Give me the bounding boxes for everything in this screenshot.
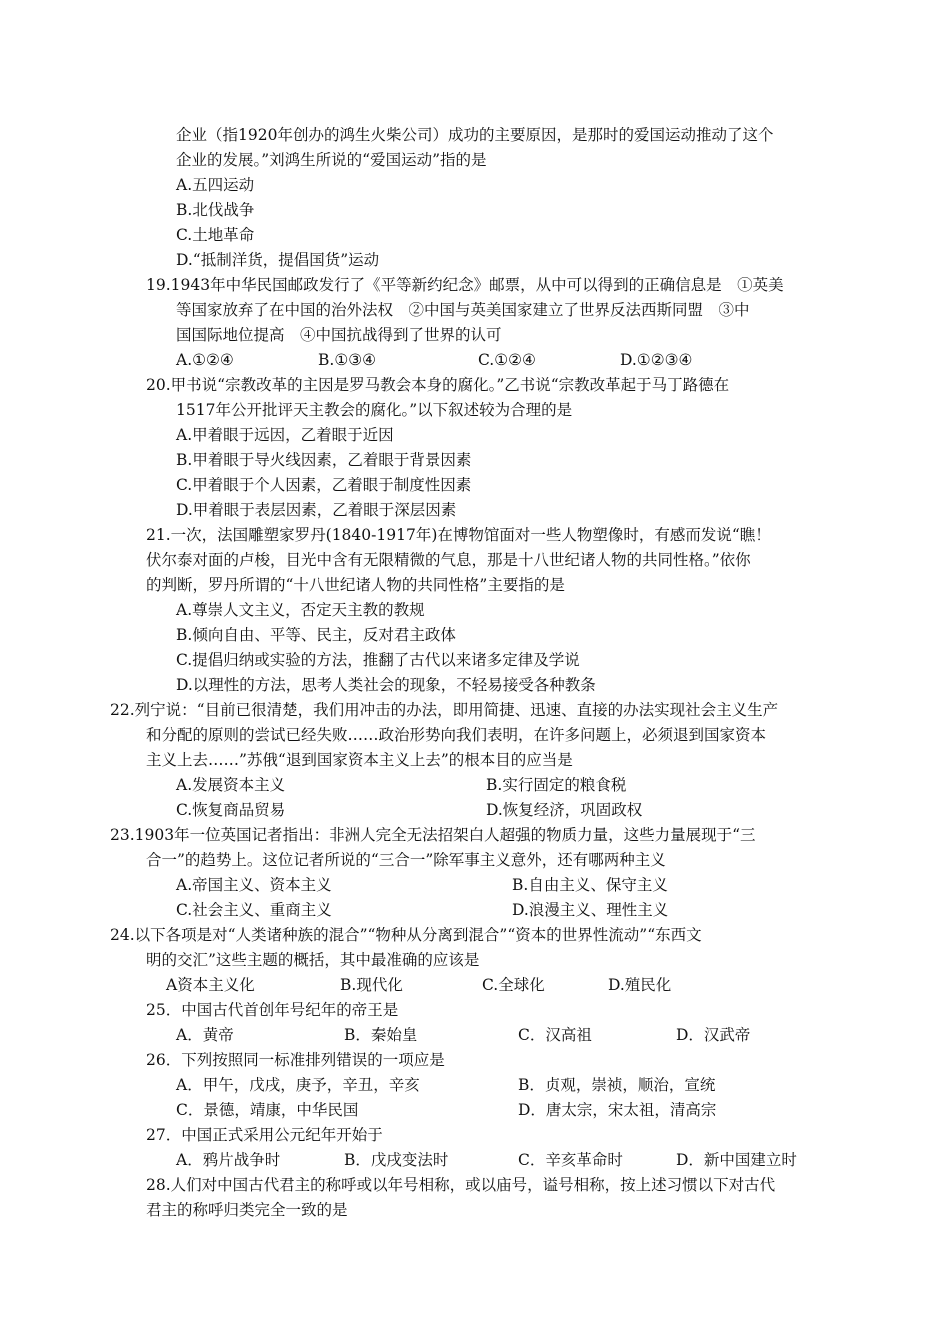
- q20-option-b: B.甲着眼于导火线因素，乙着眼于背景因素: [176, 451, 472, 469]
- q26-stem: 26．下列按照同一标准排列错误的一项应是: [146, 1051, 445, 1069]
- q19-option-c: C.①②④: [478, 351, 536, 369]
- q27-option-b: B．戊戌变法时: [344, 1151, 449, 1169]
- q19-stem-line-3: 国国际地位提高 ④中国抗战得到了世界的认可: [176, 326, 502, 344]
- q19-option-d: D.①②③④: [620, 351, 693, 369]
- q27-option-a: A．鸦片战争时: [176, 1151, 281, 1169]
- q18-option-c: C.土地革命: [176, 226, 255, 244]
- q21-option-c: C.提倡归纳或实验的方法，推翻了古代以来诸多定律及学说: [176, 651, 580, 669]
- q18-option-a: A.五四运动: [176, 176, 255, 194]
- q19-option-b: B.①③④: [318, 351, 377, 369]
- q24-option-c: C.全球化: [482, 976, 545, 994]
- q22-option-c: C.恢复商品贸易: [176, 801, 286, 819]
- q24-stem-line-1: 24.以下各项是对“人类诸种族的混合”“物种从分离到混合”“资本的世界性流动”“东西文: [110, 926, 702, 944]
- q23-option-a: A.帝国主义、资本主义: [176, 876, 332, 894]
- q22-option-b: B.实行固定的粮食税: [486, 776, 627, 794]
- q23-stem-line-1: 23.1903年一位英国记者指出：非洲人完全无法招架白人超强的物质力量，这些力量展现于“三: [110, 826, 756, 844]
- q28-stem-line-1: 28.人们对中国古代君主的称呼或以年号相称，或以庙号，谥号相称，按上述习惯以下对古代: [146, 1176, 776, 1194]
- q25-stem: 25．中国古代首创年号纪年的帝王是: [146, 1001, 399, 1019]
- q23-option-d: D.浪漫主义、理性主义: [512, 901, 669, 919]
- q28-stem-line-2: 君主的称呼归类完全一致的是: [146, 1201, 348, 1219]
- q24-option-a: A资本主义化: [166, 976, 255, 994]
- q26-option-a: A．甲午，戊戌，庚予，辛丑，辛亥: [176, 1076, 420, 1094]
- q21-option-b: B.倾向自由、平等、民主，反对君主政体: [176, 626, 456, 644]
- q19-option-a: A.①②④: [176, 351, 234, 369]
- q22-stem-line-2: 和分配的原则的尝试已经失败……政治形势向我们表明，在许多问题上，必须退到国家资本: [146, 726, 767, 744]
- q21-stem-line-1: 21.一次，法国雕塑家罗丹(1840-1917年)在博物馆面对一些人物塑像时，有感而发说“瞧！: [146, 526, 771, 544]
- q20-option-c: C.甲着眼于个人因素，乙着眼于制度性因素: [176, 476, 472, 494]
- q19-stem-line-2: 等国家放弃了在中国的治外法权 ②中国与英美国家建立了世界反法西斯同盟 ③中: [176, 301, 750, 319]
- q20-option-d: D.甲着眼于表层因素，乙着眼于深层因素: [176, 501, 457, 519]
- q25-option-c: C．汉高祖: [518, 1026, 592, 1044]
- q22-stem-line-3: 主义上去……”苏俄“退到国家资本主义上去”的根本目的应当是: [146, 751, 573, 769]
- q27-option-c: C．辛亥革命时: [518, 1151, 623, 1169]
- q18-stem-line-1: 企业（指1920年创办的鸿生火柴公司）成功的主要原因，是那时的爱国运动推动了这个: [176, 126, 774, 144]
- q21-stem-line-2: 伏尔泰对面的卢梭，目光中含有无限精微的气息，那是十八世纪诸人物的共同性格。”依你: [146, 551, 751, 569]
- q26-option-b: B．贞观，崇祯，顺治，宣统: [518, 1076, 716, 1094]
- q22-option-a: A.发展资本主义: [176, 776, 286, 794]
- q26-option-c: C．景德，靖康，中华民国: [176, 1101, 359, 1119]
- q18-stem-line-2: 企业的发展。”刘鸿生所说的“爱国运动”指的是: [176, 151, 487, 169]
- q25-option-b: B．秦始皇: [344, 1026, 418, 1044]
- q24-option-d: D.殖民化: [608, 976, 672, 994]
- q24-option-b: B.现代化: [340, 976, 403, 994]
- q22-stem-line-1: 22.列宁说：“目前已很清楚，我们用冲击的办法，即用简捷、迅速、直接的办法实现社会主义生产: [110, 701, 779, 719]
- q20-option-a: A.甲着眼于远因，乙着眼于近因: [176, 426, 394, 444]
- q20-stem-line-1: 20.甲书说“宗教改革的主因是罗马教会本身的腐化。”乙书说“宗教改革起于马丁路德在: [146, 376, 730, 394]
- q23-option-b: B.自由主义、保守主义: [512, 876, 668, 894]
- q21-stem-line-3: 的判断，罗丹所谓的“十八世纪诸人物的共同性格”主要指的是: [146, 576, 565, 594]
- q23-option-c: C.社会主义、重商主义: [176, 901, 332, 919]
- q21-option-a: A.尊崇人文主义，否定天主教的教规: [176, 601, 425, 619]
- q20-stem-line-2: 1517年公开批评天主教会的腐化。”以下叙述较为合理的是: [176, 401, 573, 419]
- q27-stem: 27．中国正式采用公元纪年开始于: [146, 1126, 383, 1144]
- q25-option-d: D．汉武帝: [676, 1026, 751, 1044]
- q18-option-d: D.“抵制洋货，提倡国货”运动: [176, 251, 380, 269]
- q24-stem-line-2: 明的交汇”这些主题的概括，其中最准确的应该是: [146, 951, 480, 969]
- q26-option-d: D．唐太宗，宋太祖，清高宗: [518, 1101, 717, 1119]
- q18-option-b: B.北伐战争: [176, 201, 255, 219]
- q25-option-a: A．黄帝: [176, 1026, 234, 1044]
- q27-option-d: D．新中国建立时: [676, 1151, 797, 1169]
- q22-option-d: D.恢复经济，巩固政权: [486, 801, 643, 819]
- q21-option-d: D.以理性的方法，思考人类社会的现象，不轻易接受各种教条: [176, 676, 596, 694]
- q19-stem-line-1: 19.1943年中华民国邮政发行了《平等新约纪念》邮票，从中可以得到的正确信息是 ①英美: [146, 276, 784, 294]
- q23-stem-line-2: 合一”的趋势上。这位记者所说的“三合一”除军事主义意外，还有哪两种主义: [146, 851, 666, 869]
